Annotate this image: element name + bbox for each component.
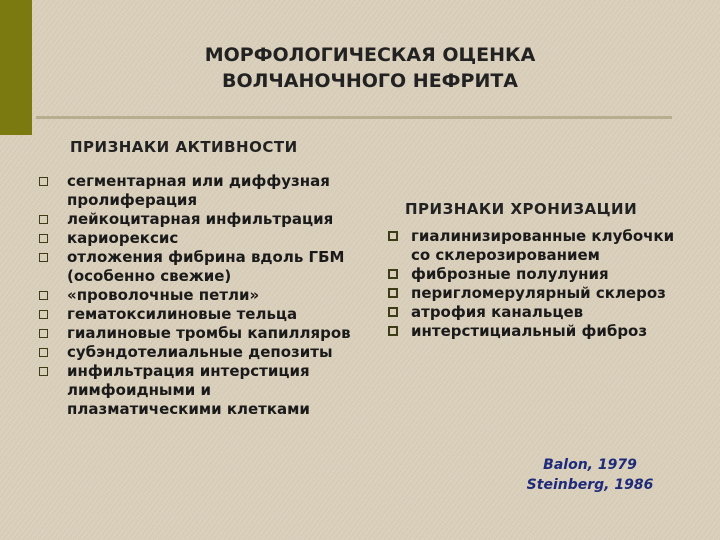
bullet-icon [39,348,48,357]
list-item [38,248,358,286]
list-item [38,286,358,305]
bullet-icon [39,234,48,243]
list-item [38,229,358,248]
list-item-text: фиброзные полулуния [411,265,609,283]
bullet-icon [39,215,48,224]
list-item [387,265,687,284]
activity-list [38,172,358,419]
list-item [38,362,358,419]
title-line-1: МОРФОЛОГИЧЕСКАЯ ОЦЕНКА [204,44,536,66]
list-item-text: гиалиновые тромбы капилляров [67,324,351,342]
list-item [38,210,358,229]
bullet-icon [388,288,398,298]
list-item-text: сегментарная или диффузная пролиферация [67,172,330,209]
sidebar-accent-bar [0,0,32,135]
list-item [38,172,358,210]
slide-title [140,42,600,94]
list-item-text: инфильтрация интерстиция лимфоидными и плазматическими клетками [67,362,310,418]
list-item-text: перигломерулярный склероз [411,284,666,302]
references [520,455,660,495]
bullet-icon [388,307,398,317]
bullet-icon [388,231,398,241]
reference-2: Steinberg, 1986 [526,477,654,493]
chronicity-heading: ПРИЗНАКИ ХРОНИЗАЦИИ [405,200,638,218]
list-item-text: кариорексис [67,229,179,247]
activity-heading: ПРИЗНАКИ АКТИВНОСТИ [70,138,298,156]
title-divider [36,116,672,119]
reference-1: Balon, 1979 [543,457,637,473]
bullet-icon [39,310,48,319]
bullet-icon [388,269,398,279]
list-item [38,305,358,324]
list-item [38,343,358,362]
bullet-icon [39,253,48,262]
list-item-text: гиалинизированные клубочки со склерозированием [411,227,675,264]
list-item [387,227,687,265]
bullet-icon [39,367,48,376]
list-item [387,303,687,322]
list-item-text: субэндотелиальные депозиты [67,343,333,361]
list-item-text: «проволочные петли» [67,286,260,304]
list-item [387,284,687,303]
list-item-text: гематоксилиновые тельца [67,305,298,323]
bullet-icon [388,326,398,336]
bullet-icon [39,177,48,186]
chronicity-list [387,227,687,341]
list-item [38,324,358,343]
list-item-text: лейкоцитарная инфильтрация [67,210,334,228]
bullet-icon [39,291,48,300]
bullet-icon [39,329,48,338]
title-line-2: ВОЛЧАНОЧНОГО НЕФРИТА [221,70,519,92]
list-item [387,322,687,341]
list-item-text: атрофия канальцев [411,303,584,321]
list-item-text: отложения фибрина вдоль ГБМ (особенно свежие) [67,248,345,285]
list-item-text: интерстициальный фиброз [411,322,648,340]
